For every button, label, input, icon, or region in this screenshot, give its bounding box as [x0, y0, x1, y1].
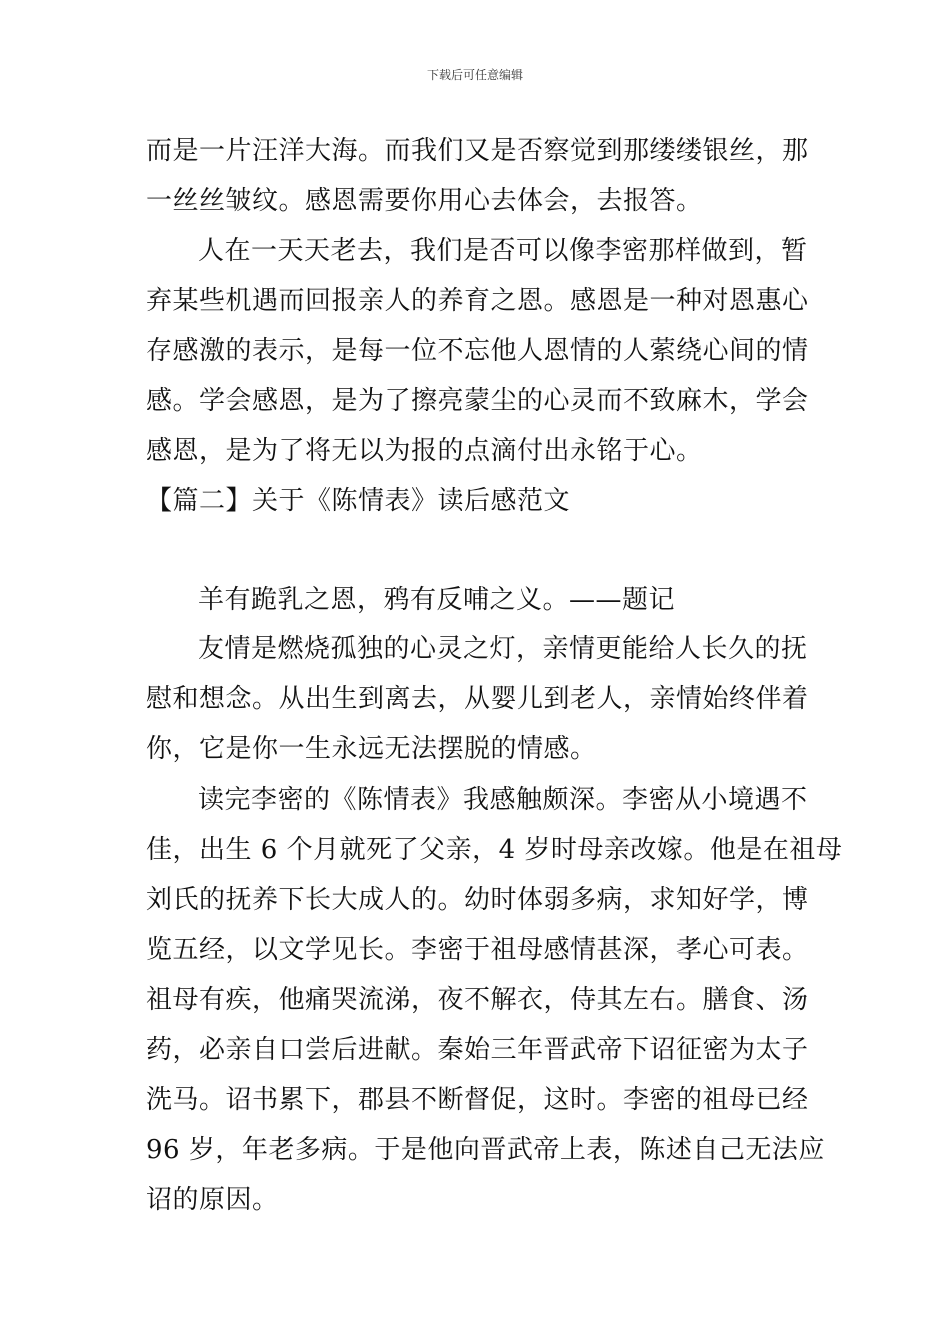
- text-line: 而是一片汪洋大海。而我们又是否察觉到那缕缕银丝，那: [146, 136, 809, 166]
- text-line: 感。学会感恩，是为了擦亮蒙尘的心灵而不致麻木，学会: [146, 386, 809, 416]
- text-line: 你，它是你一生永远无法摆脱的情感。: [146, 734, 597, 764]
- text-line: 读完李密的《陈情表》我感触颇深。李密从小境遇不: [198, 785, 808, 815]
- text-line: 诏的原因。: [146, 1185, 279, 1215]
- text-line: 慰和想念。从出生到离去，从婴儿到老人，亲情始终伴着: [146, 684, 809, 714]
- text-line: 弃某些机遇而回报亲人的养育之恩。感恩是一种对恩惠心: [146, 286, 809, 316]
- page-header: 下载后可任意编辑: [426, 68, 523, 82]
- text-line: 药，必亲自口尝后进献。秦始三年晋武帝下诏征密为太子: [146, 1035, 809, 1065]
- section-heading: 【篇二】关于《陈情表》读后感范文: [146, 486, 571, 516]
- text-line: 刘氏的抚养下长大成人的。幼时体弱多病，求知好学，博: [146, 885, 809, 915]
- text-line: 祖母有疾，他痛哭流涕，夜不解衣，侍其左右。膳食、汤: [146, 985, 809, 1015]
- text-line: 一丝丝皱纹。感恩需要你用心去体会，去报答。: [146, 186, 703, 216]
- text-line: 人在一天天老去，我们是否可以像李密那样做到，暂: [198, 236, 808, 266]
- text-line: 洗马。诏书累下，郡县不断督促，这时。李密的祖母已经: [146, 1085, 809, 1115]
- text-line: 佳，出生 6 个月就死了父亲，4 岁时母亲改嫁。他是在祖母: [146, 835, 843, 865]
- text-line: 友情是燃烧孤独的心灵之灯，亲情更能给人长久的抚: [198, 634, 808, 664]
- text-line: 存感激的表示，是每一位不忘他人恩情的人萦绕心间的情: [146, 336, 809, 366]
- text-line: 览五经，以文学见长。李密于祖母感情甚深，孝心可表。: [146, 935, 809, 965]
- text-line: 96 岁，年老多病。于是他向晋武帝上表，陈述自己无法应: [146, 1135, 825, 1165]
- text-line: 感恩，是为了将无以为报的点滴付出永铭于心。: [146, 436, 703, 466]
- epigraph: 羊有跪乳之恩，鸦有反哺之义。——题记: [198, 585, 676, 615]
